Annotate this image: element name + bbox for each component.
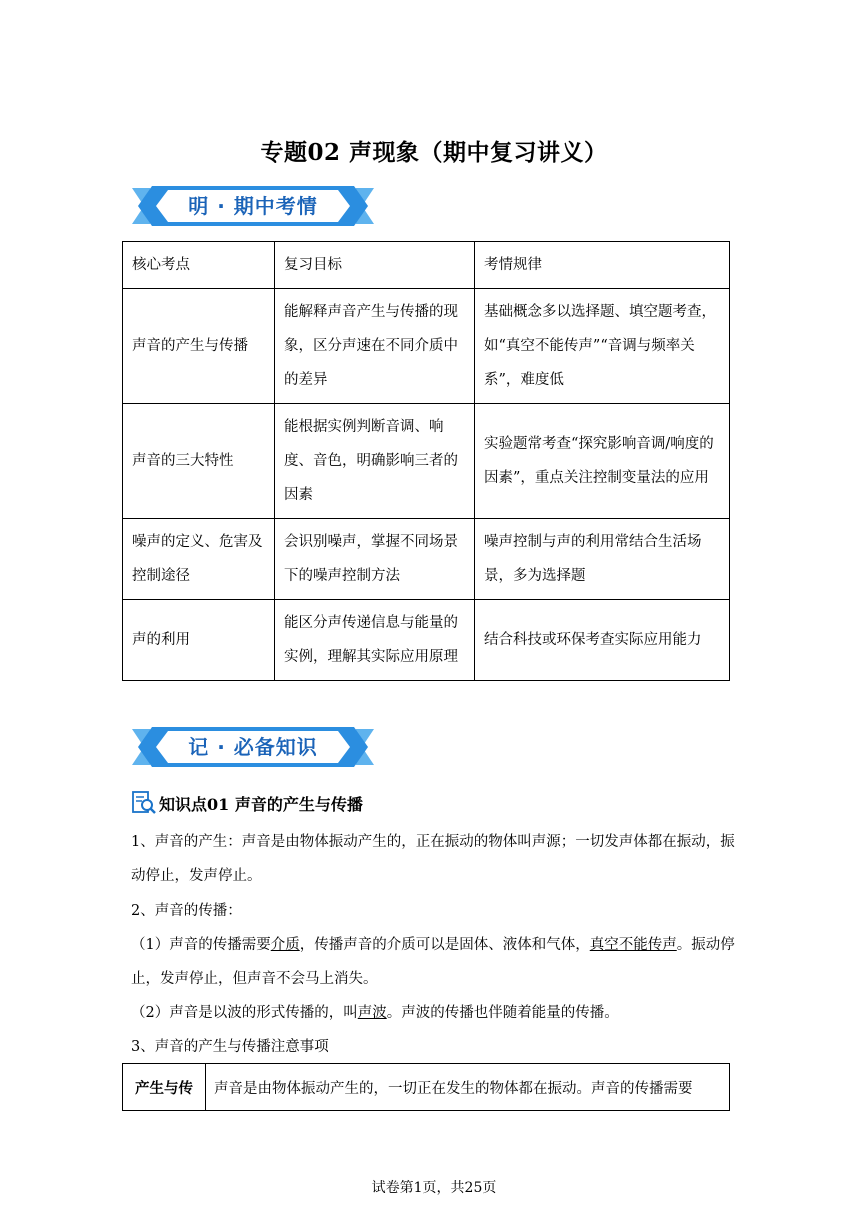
knowledge-point-title: 知识点01 声音的产生与传播 xyxy=(159,794,363,814)
table-cell: 声音是由物体振动产生的，一切正在发生的物体都在振动。声音的传播需要 xyxy=(206,1064,730,1111)
underlined-term: 声波 xyxy=(357,1005,387,1021)
header-cell: 复习目标 xyxy=(275,242,475,289)
table-cell: 基础概念多以选择题、填空题考查，如“真空不能传声”“音调与频率关系”，难度低 xyxy=(475,289,730,404)
row-label: 产生与传 xyxy=(123,1064,206,1111)
banner-label: 记 · 必备知识 xyxy=(188,735,318,759)
text-run: （1）声音的传播需要 xyxy=(131,937,271,953)
text-run: 。振动停止，发声停止，但声音不会马上消失。 xyxy=(131,937,735,987)
page-title: 专题02 声现象（期中复习讲义） xyxy=(260,139,608,166)
section-banner-knowledge xyxy=(128,725,378,769)
table-cell: 实验题常考查“探究影响音调/响度的因素”，重点关注控制变量法的应用 xyxy=(475,404,730,519)
paragraph: 1、声音的产生：声音是由物体振动产生的，正在振动的物体叫声源；一切发声体都在振动，振动停止，发声停止。 xyxy=(131,834,735,884)
underlined-term: 真空不能传声 xyxy=(589,937,677,953)
banner-label: 明 · 期中考情 xyxy=(188,194,318,218)
text-run: ，传播声音的介质可以是固体、液体和气体， xyxy=(299,937,590,953)
table-row xyxy=(123,404,730,519)
notes-table xyxy=(122,1063,730,1111)
underlined-term: 介质 xyxy=(270,937,300,953)
text-run: 。声波的传播也伴随着能量的传播。 xyxy=(386,1005,619,1021)
paragraph xyxy=(131,996,741,1030)
paragraph: 3、声音的产生与传播注意事项 xyxy=(131,1039,329,1055)
table-cell: 结合科技或环保考查实际应用能力 xyxy=(475,600,730,681)
table-cell: 声的利用 xyxy=(123,600,275,681)
section-banner-exam xyxy=(128,184,378,228)
table-cell: 能解释声音产生与传播的现象，区分声速在不同介质中的差异 xyxy=(275,289,475,404)
table-row xyxy=(123,600,730,681)
table-row xyxy=(123,1064,730,1111)
table-cell: 会识别噪声，掌握不同场景下的噪声控制方法 xyxy=(275,519,475,600)
table-header-row xyxy=(123,242,730,289)
table-cell: 能区分声传递信息与能量的实例，理解其实际应用原理 xyxy=(275,600,475,681)
page-footer: 试卷第1页，共25页 xyxy=(371,1180,497,1196)
table-row xyxy=(123,519,730,600)
table-row xyxy=(123,289,730,404)
header-cell: 考情规律 xyxy=(475,242,730,289)
table-cell: 能根据实例判断音调、响度、音色，明确影响三者的因素 xyxy=(275,404,475,519)
paragraph xyxy=(131,928,741,996)
magnifier-document-icon xyxy=(131,790,157,816)
knowledge-point-heading xyxy=(131,790,363,816)
table-cell: 噪声控制与声的利用常结合生活场景，多为选择题 xyxy=(475,519,730,600)
table-cell: 声音的三大特性 xyxy=(123,404,275,519)
table-cell: 声音的产生与传播 xyxy=(123,289,275,404)
text-run: （2）声音是以波的形式传播的，叫 xyxy=(131,1005,358,1021)
exam-overview-table xyxy=(122,241,730,681)
table-cell: 噪声的定义、危害及控制途径 xyxy=(123,519,275,600)
header-cell: 核心考点 xyxy=(123,242,275,289)
paragraph: 2、声音的传播： xyxy=(131,903,242,919)
